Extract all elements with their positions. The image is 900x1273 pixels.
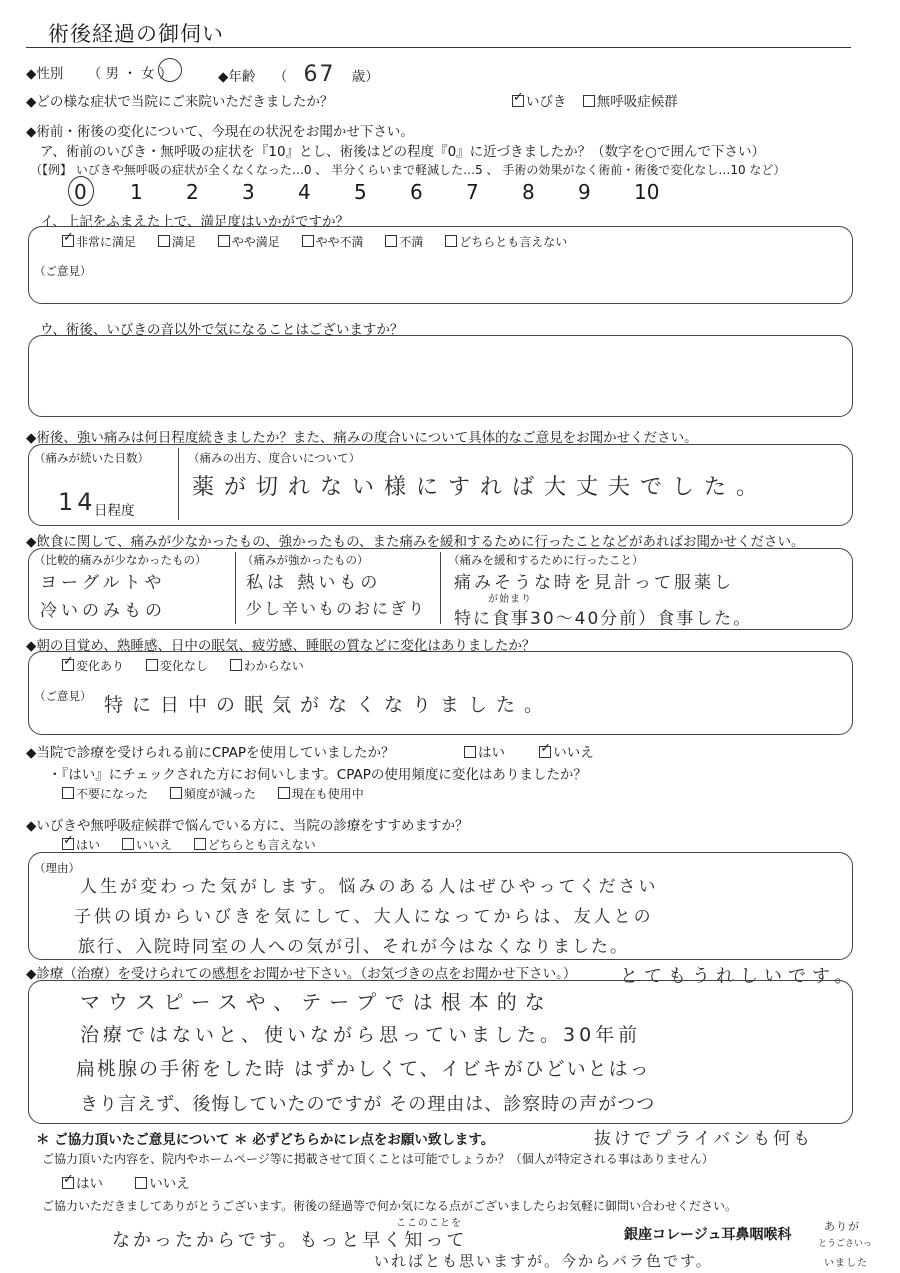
food-less-line2[interactable]: 冷いのみもの — [40, 601, 166, 621]
pain-days-value[interactable]: 14 — [58, 488, 97, 516]
satisfaction-options — [62, 233, 567, 250]
food-strong-line2[interactable]: 少し辛いものおにぎり — [246, 599, 427, 618]
impression-overflow-top[interactable]: とてもうれしいです。 — [620, 966, 859, 987]
neutral-label: どちらとも言えない — [459, 235, 568, 249]
cpap-followup-options — [62, 785, 364, 802]
pain-degree-label: （痛みの出方、度合いについて） — [188, 451, 361, 465]
other-answer-box[interactable] — [28, 335, 853, 417]
scale-3[interactable]: 3 — [242, 180, 255, 204]
cpap-followup: ・『はい』にチェックされた方にお伺いします。CPAPの使用頻度に変化はありましたか？ — [48, 767, 587, 783]
cpap-unneeded-checkbox[interactable] — [62, 787, 74, 799]
footer-line-1[interactable]: なかったからです。もっと早く知って — [112, 1230, 468, 1251]
cpap-current-label: 現在も使用中 — [291, 787, 364, 801]
cpap-no-label: いいえ — [553, 745, 594, 761]
cpap-unneeded-label: 不要になった — [76, 787, 149, 801]
pain-box-divider — [178, 448, 179, 520]
page-title: 術後経過の御伺い — [48, 22, 224, 46]
sleep-opinion-label: （ご意見） — [34, 689, 92, 703]
thanks-message: ご協力いただきましてありがとうございます。術後の経過等で何か気になる点がございましたらお気軽に御問い合わせください。 — [42, 1199, 738, 1213]
food-relief-label: （痛みを緩和するために行ったこと） — [448, 553, 644, 567]
scale-9[interactable]: 9 — [578, 180, 591, 204]
snoring-label: いびき — [526, 94, 567, 110]
recommend-no-label: いいえ — [135, 838, 172, 852]
other-question: ウ、術後、いびきの音以外で気になることはございますか？ — [40, 322, 404, 338]
impression-line-2[interactable]: 治療ではないと、使いながら思っていました。30年前 — [80, 1024, 642, 1046]
recommend-yes-label: はい — [76, 838, 101, 852]
somewhat-satisfied-checkbox[interactable] — [218, 235, 230, 247]
cpap-no-checkbox[interactable] — [539, 746, 551, 758]
impression-line-3[interactable]: 扁桃腺の手術をした時 はずかしくて、イビキがひどいとはっ — [76, 1058, 651, 1080]
consent-yes-label: はい — [76, 1176, 103, 1192]
pain-days-suffix: 日程度 — [94, 503, 135, 519]
dissatisfied-label: 不満 — [399, 235, 424, 249]
dissatisfied-checkbox[interactable] — [385, 235, 397, 247]
recommend-options — [62, 836, 316, 853]
sleep-unchanged-label: 変化なし — [159, 659, 208, 673]
recommend-yes-checkbox[interactable] — [62, 838, 74, 850]
scale-7[interactable]: 7 — [466, 180, 479, 204]
scale-selected-circle — [68, 176, 94, 206]
apnea-label: 無呼吸症候群 — [596, 94, 678, 110]
symptom-question: ◆どの様な症状で当院にご来院いただきましたか？ — [26, 94, 334, 110]
food-strong-label: （痛みが強かったもの） — [242, 553, 369, 567]
scale-1[interactable]: 1 — [130, 180, 143, 204]
scale-10[interactable]: 10 — [634, 180, 660, 204]
food-relief-line2[interactable]: 特に食事30〜40分前）食事した。 — [454, 609, 753, 629]
symptom-options — [512, 90, 678, 110]
very-satisfied-label: 非常に満足 — [76, 235, 137, 249]
recommend-no-checkbox[interactable] — [122, 838, 134, 850]
footer-thanks-1: ありが — [824, 1220, 860, 1233]
reason-line-1[interactable]: 人生が変わった気がします。悩みのある人はぜひやってください — [80, 877, 659, 897]
gender-female-option[interactable]: 女 — [141, 66, 155, 82]
change-example: （【例】 いびきや無呼吸の症状が全くなくなった…0 、 半分くらいまで軽減した…5 、 手術の効果がなく術前・術後で変化なし…10 など） — [30, 163, 786, 177]
age-label: ◆年齢 — [218, 69, 256, 85]
scale-6[interactable]: 6 — [410, 180, 423, 204]
gender-male-option[interactable]: 男 — [105, 66, 119, 82]
sleep-changed-label: 変化あり — [76, 659, 125, 673]
food-less-line1[interactable]: ヨーグルトや — [40, 573, 166, 593]
cpap-reduced-label: 頻度が減った — [183, 787, 256, 801]
age-row: ◆年齢 （ 67 歳） — [218, 62, 379, 87]
sleep-options — [62, 657, 304, 674]
neutral-checkbox[interactable] — [445, 235, 457, 247]
satisfied-checkbox[interactable] — [158, 235, 170, 247]
food-less-label: （比較的痛みが少なかったもの） — [34, 553, 207, 567]
satisfaction-question: イ、上記をふまえた上で、満足度はいかがですか？ — [40, 214, 350, 230]
somewhat-dissatisfied-label: やや不満 — [315, 235, 364, 249]
clinic-name: 銀座コレージュ耳鼻咽喉科 — [624, 1227, 792, 1243]
footer-thanks-3: いました — [824, 1258, 868, 1269]
gender-row: ◆性別 （ 男 ・ 女 ） — [26, 66, 173, 82]
reason-line-3[interactable]: 旅行、入院時同室の人への気が引、それが今はなくなりました。 — [78, 937, 629, 957]
impression-line-1[interactable]: マウスピースや、テープでは根本的な — [80, 990, 553, 1014]
consent-no-label: いいえ — [149, 1176, 190, 1192]
female-circle-mark — [158, 58, 182, 82]
footer-note-above: ここのことを — [396, 1218, 462, 1229]
scale-8[interactable]: 8 — [522, 180, 535, 204]
cpap-yes-checkbox[interactable] — [464, 746, 476, 758]
scale-5[interactable]: 5 — [354, 180, 367, 204]
somewhat-dissatisfied-checkbox[interactable] — [302, 235, 314, 247]
change-question-a: ア、術前のいびき・無呼吸の症状を『10』とし、術後はどの程度『0』に近づきましたか？（数字を○で囲んで下さい） — [40, 144, 765, 160]
consent-no-checkbox[interactable] — [135, 1177, 147, 1189]
food-divider-1 — [235, 552, 236, 624]
impression-overflow-right[interactable]: 抜けでプライバシも何も — [594, 1129, 814, 1149]
age-value[interactable]: 67 — [303, 62, 336, 87]
sleep-unknown-label: わからない — [243, 659, 304, 673]
satisfied-label: 満足 — [171, 235, 196, 249]
pain-degree-answer[interactable]: 薬が切れない様にすれば大丈夫でした。 — [192, 475, 769, 500]
sleep-unknown-checkbox[interactable] — [230, 659, 242, 671]
reason-line-2[interactable]: 子供の頃からいびきを気にして、大人になってからは、友人との — [74, 907, 654, 927]
footer-line-2[interactable]: いればとも思いますが。今からバラ色です。 — [374, 1252, 713, 1270]
scale-0[interactable]: 0 — [74, 180, 87, 204]
footer-thanks-2: とうごさいっ — [818, 1239, 873, 1249]
cpap-current-checkbox[interactable] — [278, 787, 290, 799]
impression-line-4[interactable]: きり言えず、後悔していたのですが その理由は、診察時の声がつつ — [80, 1094, 656, 1115]
sleep-changed-checkbox[interactable] — [62, 659, 74, 671]
consent-question: ご協力頂いた内容を、院内やホームページ等に掲載させて頂くことは可能でしょうか？（個人が特定される事はありません） — [42, 1152, 714, 1166]
apnea-checkbox[interactable] — [583, 95, 595, 107]
sleep-question: ◆朝の目覚め、熟睡感、日中の眠気、疲労感、睡眠の質などに変化はありましたか？ — [26, 638, 536, 654]
very-satisfied-checkbox[interactable] — [62, 235, 74, 247]
recommend-neutral-checkbox[interactable] — [194, 838, 206, 850]
title-divider — [26, 47, 851, 48]
consent-yes-checkbox[interactable] — [62, 1177, 74, 1189]
somewhat-satisfied-label: やや満足 — [231, 235, 280, 249]
pain-days-label: （痛みが続いた日数） — [34, 451, 149, 465]
cpap-options — [464, 741, 594, 761]
recommend-question: ◆いびきや無呼吸症候群で悩んでいる方に、当院の診療をすすめますか？ — [26, 818, 469, 834]
recommend-reason-label: （理由） — [34, 861, 80, 875]
pain-question: ◆術後、強い痛みは何日程度続きましたか？また、痛みの度合いについて具体的なご意見をお聞かせください。 — [26, 430, 698, 446]
food-question: ◆飲食に関して、痛みが少なかったもの、強かったもの、また痛みを緩和するために行ったことなどがあればお聞かせください。 — [26, 534, 805, 550]
scale-2[interactable]: 2 — [186, 180, 199, 204]
food-relief-note: が始まり — [488, 594, 532, 605]
food-divider-2 — [440, 552, 441, 624]
snoring-checkbox[interactable] — [512, 95, 524, 107]
satisfaction-opinion-label: （ご意見） — [34, 264, 92, 278]
food-strong-line1[interactable]: 私は 熱いもの — [246, 573, 382, 593]
sleep-answer[interactable]: 特に日中の眠気がなくなりました。 — [104, 694, 553, 716]
cpap-reduced-checkbox[interactable] — [170, 787, 182, 799]
impression-question: ◆診療（治療）を受けられての感想をお聞かせ下さい。（お気づきの点をお聞かせ下さい。） — [26, 966, 577, 982]
scale-4[interactable]: 4 — [298, 180, 311, 204]
sleep-unchanged-checkbox[interactable] — [146, 659, 158, 671]
recommend-neutral-label: どちらとも言えない — [207, 838, 316, 852]
gender-label: ◆性別 — [26, 66, 64, 82]
cpap-question: ◆当院で診療を受けられる前にCPAPを使用していましたか？ — [26, 745, 395, 761]
cpap-yes-label: はい — [478, 745, 505, 761]
food-relief-line1[interactable]: 痛みそうな時を見計って服薬し — [454, 573, 734, 593]
consent-options — [62, 1172, 190, 1192]
consent-heading: ＊ ご協力頂いたご意見について ＊ 必ずどちらかにレ点をお願い致します。 — [36, 1132, 495, 1148]
change-heading: ◆術前・術後の変化について、今現在の状況をお聞かせ下さい。 — [26, 124, 414, 140]
